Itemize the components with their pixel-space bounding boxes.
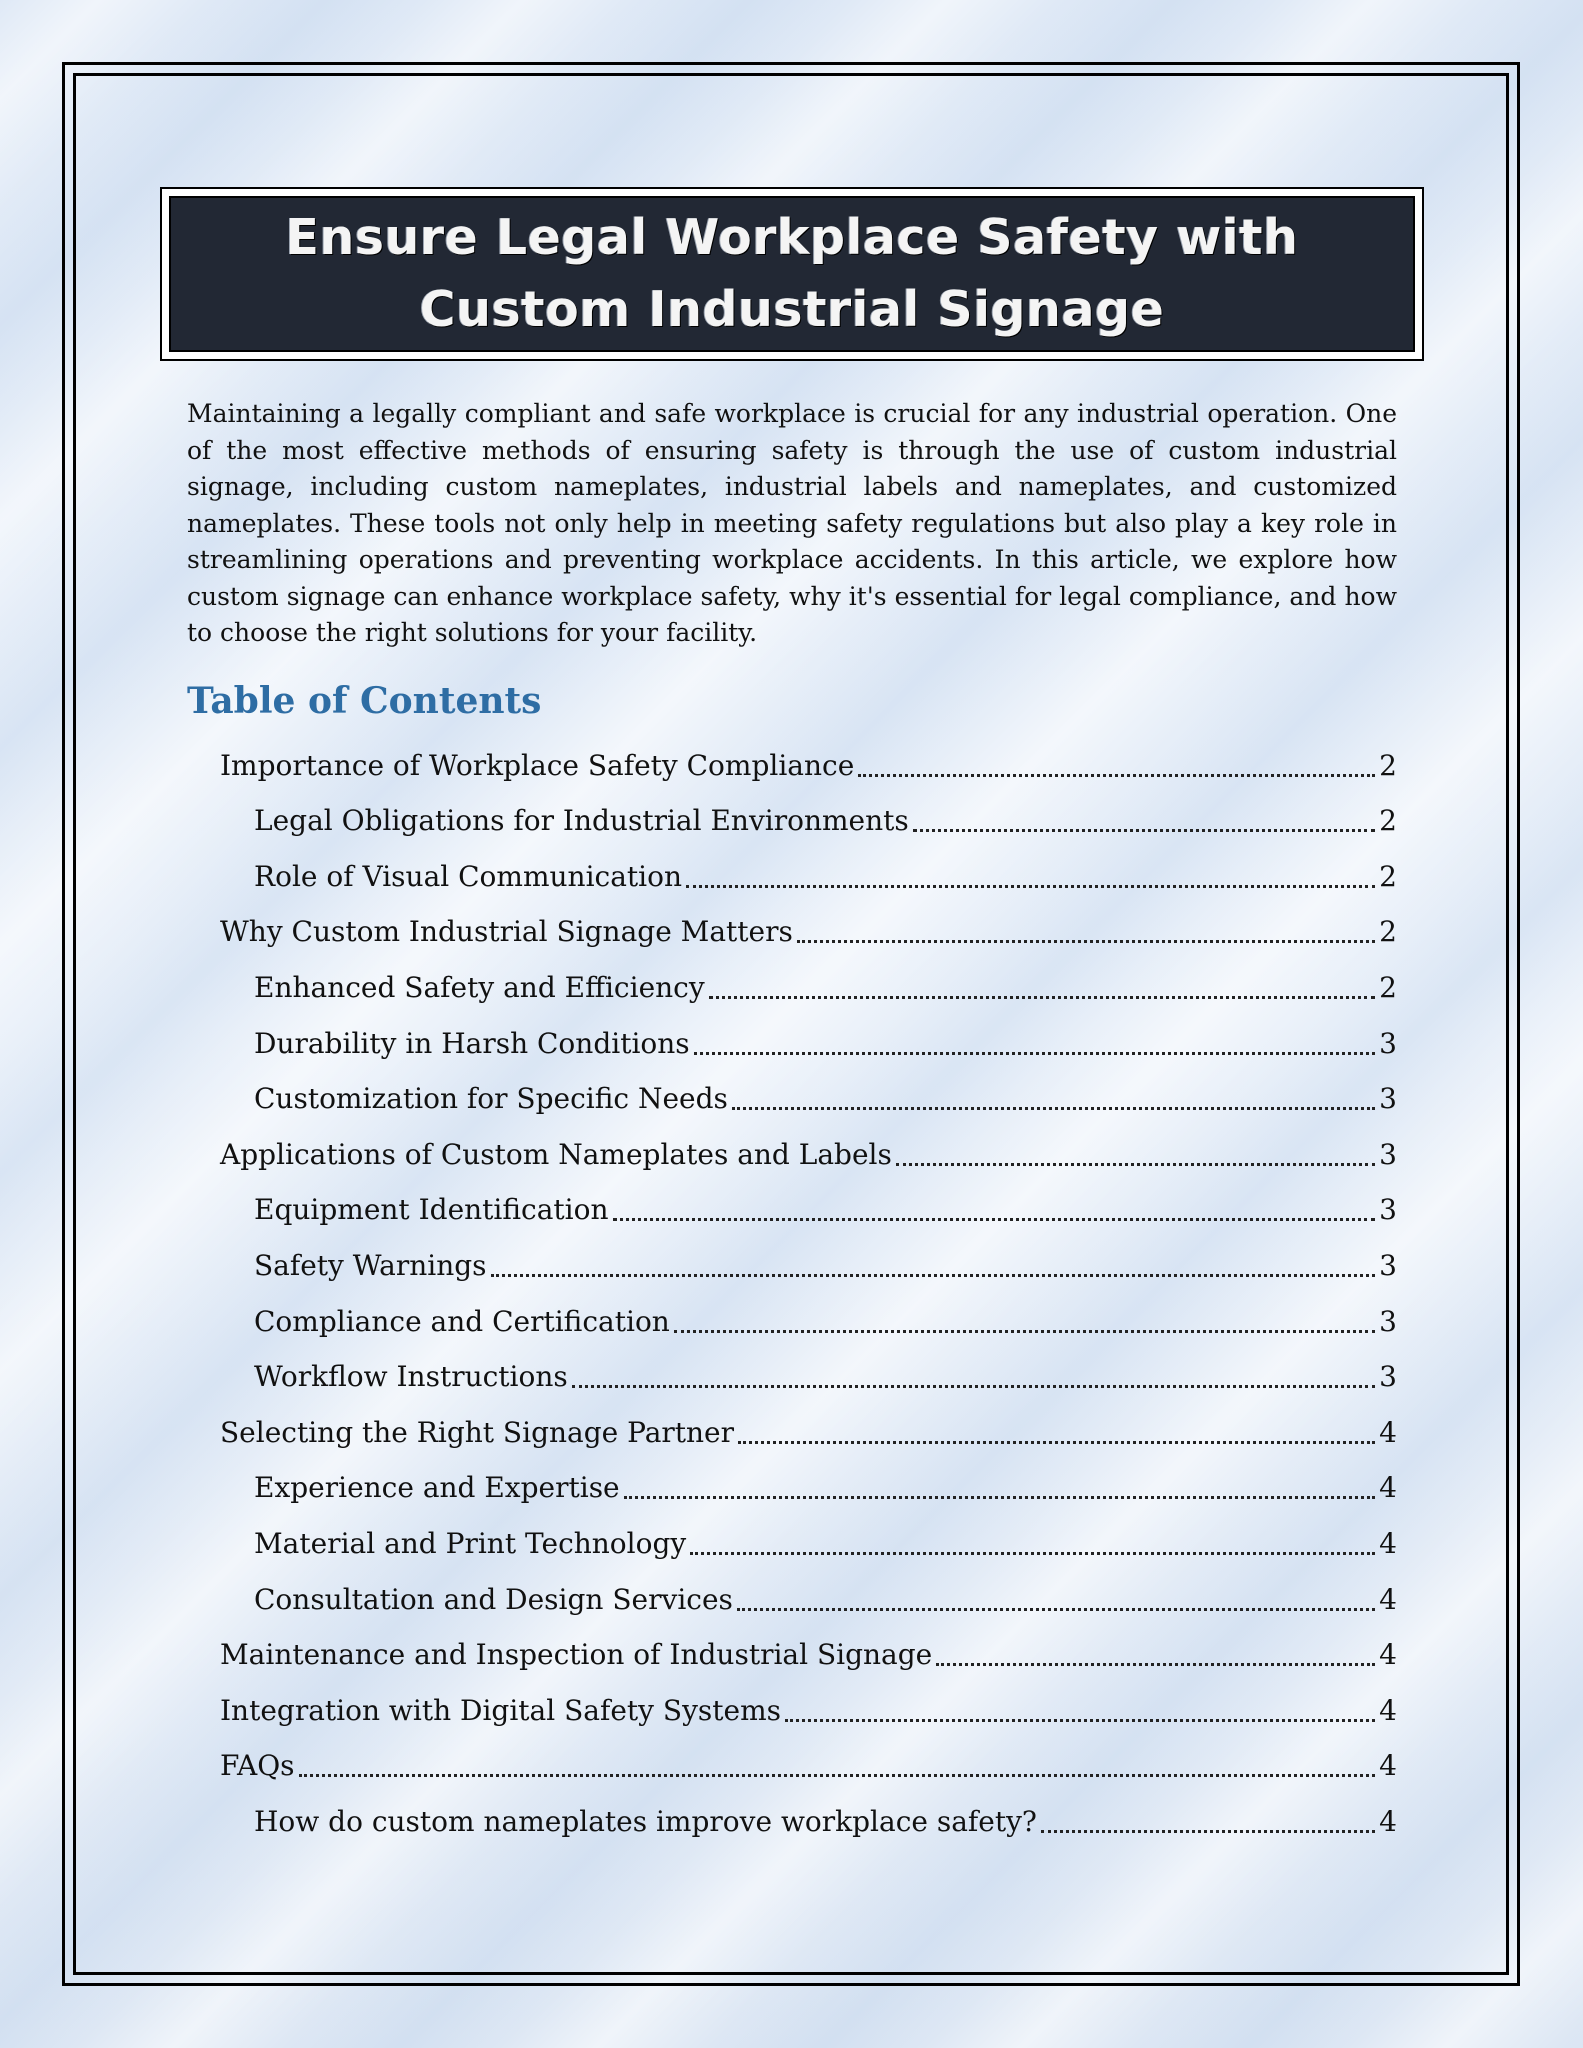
toc-entry-page-number: 2: [1379, 915, 1397, 949]
page-title-line-2: Custom Industrial Signage: [419, 281, 1165, 338]
toc-entry-label: Equipment Identification: [254, 1193, 609, 1227]
toc-dot-leader: [491, 1274, 1376, 1277]
toc-entry-page-number: 4: [1379, 1804, 1397, 1838]
toc-entry-page-number: 3: [1379, 1026, 1397, 1060]
title-banner-panel: [169, 196, 1415, 352]
toc-entry-label: Maintenance and Inspection of Industrial Signage: [220, 1638, 933, 1672]
toc-entry-page-number: 4: [1379, 1526, 1397, 1560]
toc-entry[interactable]: [187, 786, 1397, 842]
toc-entry-page-number: 3: [1379, 1360, 1397, 1394]
toc-entry[interactable]: [187, 1286, 1397, 1342]
toc-dot-leader: [709, 996, 1376, 999]
toc-dot-leader: [624, 1496, 1376, 1499]
toc-dot-leader: [613, 1218, 1376, 1221]
title-banner: [160, 187, 1424, 361]
table-of-contents: [187, 730, 1397, 1842]
toc-entry[interactable]: [187, 1008, 1397, 1064]
toc-entry-label: Workflow Instructions: [254, 1360, 568, 1394]
toc-dot-leader: [785, 1719, 1375, 1722]
toc-dot-leader: [858, 774, 1375, 777]
toc-dot-leader: [737, 1608, 1375, 1611]
toc-dot-leader: [686, 885, 1375, 888]
toc-entry-page-number: 3: [1379, 1137, 1397, 1171]
toc-dot-leader: [299, 1774, 1376, 1777]
toc-entry[interactable]: [187, 1453, 1397, 1509]
toc-dot-leader: [913, 829, 1375, 832]
toc-entry-label: Role of Visual Communication: [254, 859, 682, 893]
toc-entry-page-number: 2: [1379, 748, 1397, 782]
toc-entry[interactable]: [187, 897, 1397, 953]
toc-entry[interactable]: [187, 1786, 1397, 1842]
toc-dot-leader: [936, 1663, 1375, 1666]
toc-dot-leader: [896, 1163, 1375, 1166]
toc-entry-label: FAQs: [220, 1749, 295, 1783]
toc-dot-leader: [738, 1441, 1375, 1444]
toc-entry-label: Legal Obligations for Industrial Environments: [254, 804, 909, 838]
toc-entry[interactable]: [187, 841, 1397, 897]
toc-entry-label: Safety Warnings: [254, 1248, 487, 1282]
toc-entry[interactable]: [187, 1731, 1397, 1787]
toc-entry-label: How do custom nameplates improve workplace safety?: [254, 1804, 1037, 1838]
toc-entry-label: Durability in Harsh Conditions: [254, 1026, 690, 1060]
toc-entry-label: Customization for Specific Needs: [254, 1082, 728, 1116]
toc-entry[interactable]: [187, 952, 1397, 1008]
toc-entry-page-number: 2: [1379, 859, 1397, 893]
toc-entry[interactable]: [187, 1175, 1397, 1231]
toc-dot-leader: [1041, 1830, 1375, 1833]
toc-dot-leader: [674, 1330, 1375, 1333]
toc-entry-label: Enhanced Safety and Efficiency: [254, 970, 705, 1004]
toc-entry-label: Why Custom Industrial Signage Matters: [220, 915, 793, 949]
toc-entry-page-number: 2: [1379, 804, 1397, 838]
toc-entry-label: Integration with Digital Safety Systems: [220, 1693, 781, 1727]
toc-entry-page-number: 4: [1379, 1582, 1397, 1616]
toc-dot-leader: [694, 1052, 1376, 1055]
toc-entry-page-number: 3: [1379, 1082, 1397, 1116]
intro-paragraph: Maintaining a legally compliant and safe workplace is crucial for any industrial operation. One of the most effective methods of ensuring safety is through the use of custom industrial signage, including custom nameplates, industrial labels and nameplates, and customized nameplates. These tools not only help in meeting safety regulations but also play a key role in streamlining operations and preventing workplace accidents. In this article, we explore how custom signage can enhance workplace safety, why it's essential for legal compliance, and how to choose the right solutions for your facility.: [187, 399, 1397, 647]
toc-entry-label: Selecting the Right Signage Partner: [220, 1415, 735, 1449]
toc-entry[interactable]: [187, 1564, 1397, 1620]
toc-entry-page-number: 4: [1379, 1693, 1397, 1727]
toc-heading: Table of Contents: [187, 680, 542, 722]
toc-entry-page-number: 4: [1379, 1471, 1397, 1505]
toc-entry-page-number: 4: [1379, 1415, 1397, 1449]
toc-entry-page-number: 3: [1379, 1248, 1397, 1282]
toc-entry-label: Material and Print Technology: [254, 1526, 687, 1560]
toc-entry-label: Consultation and Design Services: [254, 1582, 733, 1616]
toc-entry-label: Applications of Custom Nameplates and Labels: [220, 1137, 892, 1171]
toc-entry-page-number: 3: [1379, 1304, 1397, 1338]
toc-entry-label: Compliance and Certification: [254, 1304, 670, 1338]
toc-entry-page-number: 4: [1379, 1638, 1397, 1672]
toc-entry[interactable]: [187, 1119, 1397, 1175]
toc-dot-leader: [690, 1552, 1375, 1555]
toc-entry[interactable]: [187, 1675, 1397, 1731]
toc-dot-leader: [797, 940, 1375, 943]
toc-entry-page-number: 4: [1379, 1749, 1397, 1783]
page-title-line-1: Ensure Legal Workplace Safety with: [285, 209, 1299, 266]
toc-entry[interactable]: [187, 1064, 1397, 1120]
toc-entry[interactable]: [187, 730, 1397, 786]
toc-dot-leader: [572, 1385, 1375, 1388]
toc-dot-leader: [732, 1107, 1375, 1110]
page-title: [285, 202, 1298, 346]
toc-entry[interactable]: [187, 1397, 1397, 1453]
toc-entry[interactable]: [187, 1508, 1397, 1564]
toc-entry-label: Experience and Expertise: [254, 1471, 620, 1505]
toc-entry[interactable]: [187, 1620, 1397, 1676]
toc-entry[interactable]: [187, 1230, 1397, 1286]
toc-entry[interactable]: [187, 1342, 1397, 1398]
toc-entry-label: Importance of Workplace Safety Compliance: [220, 748, 855, 782]
toc-entry-page-number: 2: [1379, 970, 1397, 1004]
toc-entry-page-number: 3: [1379, 1193, 1397, 1227]
